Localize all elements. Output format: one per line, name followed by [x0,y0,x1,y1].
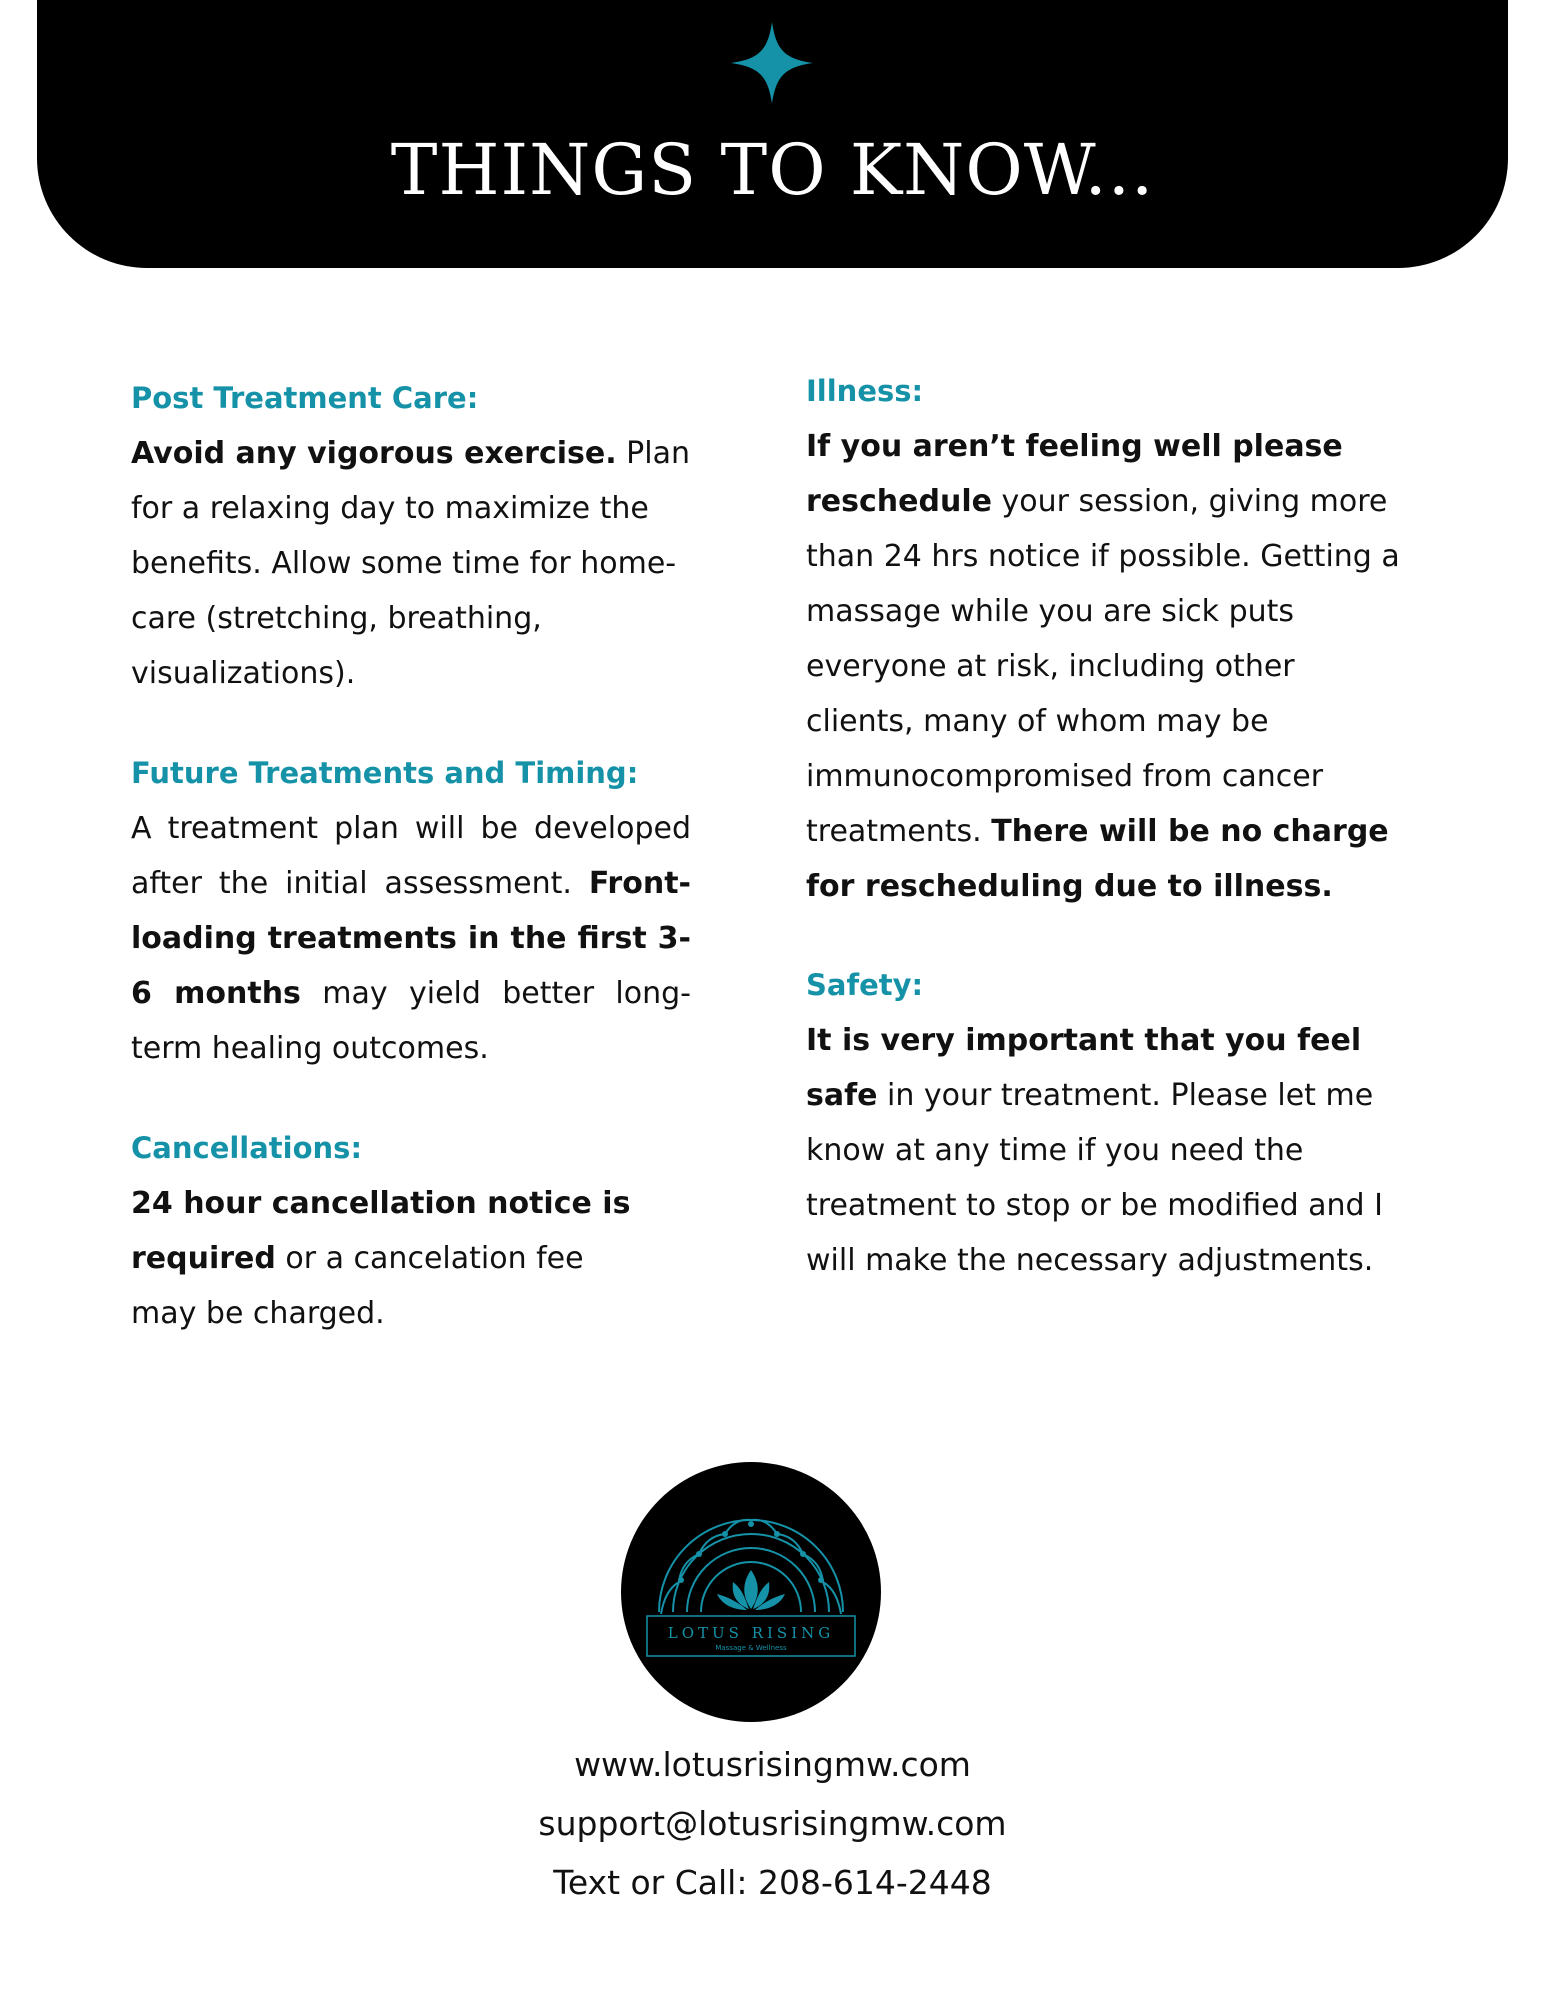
logo-tagline: Massage & Wellness [715,1644,787,1652]
cancellations-body [131,1176,651,1341]
safety-heading: Safety: [806,968,924,1002]
cancellations-heading: Cancellations: [131,1131,363,1165]
contact-block [0,1735,1545,1912]
safety-text: in your treatment. Please let me know at any time if you need the treatment to stop or be modified and I will make the necessary adjustments. [806,1078,1383,1278]
future-treatments-heading: Future Treatments and Timing: [131,756,639,790]
illness-heading: Illness: [806,374,924,408]
post-treatment-heading: Post Treatment Care: [131,381,479,415]
illness-text: your session, giving more than 24 hrs notice if possible. Getting a massage while you are sick puts everyone at risk, including other clients, many of whom may be immunocompromised from cancer treatments. [806,484,1400,849]
website-link[interactable]: www.lotusrisingmw.com [574,1745,971,1784]
illness-bold-2: There will be no charge for rescheduling due to illness. [806,814,1389,904]
illness-section [806,364,1406,914]
email-link[interactable]: support@lotusrisingmw.com [538,1804,1007,1843]
cancellations-text: or a cancelation fee may be charged. [131,1241,584,1331]
cancellations-bold: 24 hour cancellation notice is required [131,1186,631,1276]
post-treatment-body [131,426,691,701]
post-treatment-bold: Avoid any vigorous exercise. [131,436,617,471]
lotus-mandala-logo [621,1462,881,1722]
cancellations-section [131,1121,651,1341]
future-treatments-text-2: may yield better long-term healing outcomes. [131,976,691,1066]
future-treatments-text-1: A treatment plan will be developed after the initial assessment. [131,811,691,901]
future-treatments-bold: Front-loading treatments in the first 3-6 months [131,866,691,1011]
logo-name: LOTUS RISING [667,1624,835,1642]
illness-body [806,419,1406,914]
post-treatment-text: Plan for a relaxing day to maximize the benefits. Allow some time for home-care (stretching, breathing, visualizations). [131,436,690,691]
future-treatments-section [131,746,691,1076]
illness-bold-1: If you aren’t feeling well please reschedule [806,429,1343,519]
four-point-star-icon [729,20,815,106]
page-title: THINGS TO KNOW... [390,129,1155,211]
post-treatment-section [131,371,691,701]
safety-section [806,958,1406,1288]
phone-text: Text or Call: 208-614-2448 [553,1863,992,1902]
safety-bold: It is very important that you feel safe [806,1023,1362,1113]
future-treatments-body [131,801,691,1076]
safety-body [806,1013,1406,1288]
